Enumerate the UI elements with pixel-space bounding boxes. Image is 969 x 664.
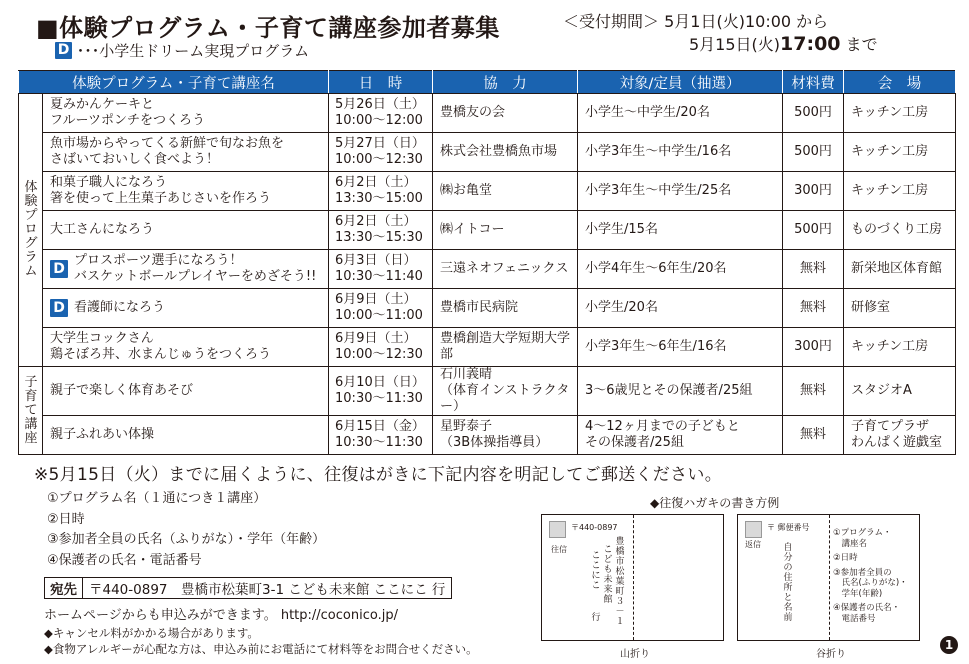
program-date: 6月2日（土） xyxy=(335,214,417,229)
program-date: 5月26日（土） xyxy=(335,97,425,112)
program-fee: 無料 xyxy=(783,367,844,416)
program-target xyxy=(578,367,783,416)
program-date: 6月10日（日） xyxy=(335,375,425,390)
program-partner xyxy=(433,211,578,250)
program-fee: 300円 xyxy=(783,328,844,367)
program-partner xyxy=(433,328,578,367)
table-row xyxy=(19,416,956,455)
postcard-zip: 〒440-0897 xyxy=(571,523,618,532)
program-name-line: 大学生コックさん xyxy=(50,331,154,346)
reply-note-line: ①プログラム・ xyxy=(833,528,892,538)
program-fee: 500円 xyxy=(783,133,844,172)
address-text: 〒440-0897 豊橋市松葉町3-1 こども未来館 ここにこ 行 xyxy=(89,582,446,598)
period-from: 5月1日(火)10:00 から xyxy=(664,12,829,31)
program-target xyxy=(578,289,783,328)
postcard-zip: 〒 郵便番号 xyxy=(767,523,810,532)
col-header-venue: 会 場 xyxy=(844,71,956,94)
reply-note-line: 氏名(ふりがな)・ xyxy=(833,578,908,588)
program-time: 13:30～15:30 xyxy=(335,230,423,245)
program-fee: 500円 xyxy=(783,94,844,133)
reply-note-line: 電話番号 xyxy=(833,613,876,624)
dream-legend xyxy=(55,40,309,61)
col-header-name: 体験プログラム・子育て講座名 xyxy=(19,71,329,94)
col-header-datetime: 日 時 xyxy=(329,71,433,94)
required-item: ①プログラム名（１通につき１講座） xyxy=(47,491,267,506)
fold-line xyxy=(633,515,634,640)
program-venue xyxy=(844,289,956,328)
program-name xyxy=(43,328,329,367)
stamp-placeholder xyxy=(549,521,566,538)
program-date: 6月9日（土） xyxy=(335,331,417,346)
postcard-side-label: 往信 xyxy=(551,545,567,554)
partner-line: 豊橋市民病院 xyxy=(440,300,519,315)
col-header-partner: 協 力 xyxy=(433,71,578,94)
program-time: 10:30～11:30 xyxy=(335,435,423,450)
target-line: その保護者/25組 xyxy=(585,435,684,450)
partner-line: （3B体操指導員） xyxy=(440,435,549,450)
target-line: 3～6歳児とその保護者/25組 xyxy=(585,383,753,398)
partner-line: 株式会社豊橋魚市場 xyxy=(440,144,558,159)
target-line: 小学生/15名 xyxy=(585,222,658,237)
target-line: 4～12ヶ月までの子どもと xyxy=(585,419,740,434)
venue-line: わんぱく遊戯室 xyxy=(851,435,943,450)
program-fee: 無料 xyxy=(783,250,844,289)
program-partner xyxy=(433,133,578,172)
program-datetime xyxy=(329,328,433,367)
program-name xyxy=(43,94,329,133)
program-fee: 300円 xyxy=(783,172,844,211)
postcard-address-line: 豊橋市松葉町３－１ xyxy=(615,537,625,627)
venue-line: スタジオA xyxy=(851,383,912,398)
program-name-line: 親子ふれあい体操 xyxy=(50,427,155,442)
venue-line: キッチン工房 xyxy=(851,105,929,120)
venue-line: 新栄地区体育館 xyxy=(851,261,943,276)
period-to-suffix: まで xyxy=(845,35,878,54)
program-time: 10:00～11:00 xyxy=(335,308,423,323)
program-time: 10:00～12:30 xyxy=(335,152,423,167)
program-name xyxy=(43,367,329,416)
program-datetime xyxy=(329,172,433,211)
table-row xyxy=(19,133,956,172)
program-name-line: 魚市場からやってくる新鮮で旬なお魚を xyxy=(50,136,285,151)
target-line: 小学生～中学生/20名 xyxy=(585,105,710,120)
table-row xyxy=(19,328,956,367)
program-name-line: 看護師になろう xyxy=(74,300,166,315)
postcard-self-address: 自分の住所と名前 xyxy=(783,543,793,623)
program-name xyxy=(43,416,329,455)
program-name xyxy=(43,172,329,211)
program-target xyxy=(578,94,783,133)
dream-program-badge-icon: D xyxy=(55,42,72,59)
col-header-target: 対象/定員（抽選） xyxy=(578,71,783,94)
required-item: ②日時 xyxy=(47,511,85,527)
venue-line: キッチン工房 xyxy=(851,144,929,159)
program-date: 6月3日（日） xyxy=(335,253,417,268)
partner-line: 三遠ネオフェニックス xyxy=(440,261,569,276)
fold-label-valley: 谷折り xyxy=(816,649,846,660)
program-time: 13:30～15:00 xyxy=(335,191,423,206)
target-line: 小学4年生～6年生/20名 xyxy=(585,261,727,276)
program-fee: 500円 xyxy=(783,211,844,250)
program-name xyxy=(43,250,329,289)
homepage-info: ホームページからも申込みができます。 http://coconico.jp/ xyxy=(44,608,398,623)
program-target xyxy=(578,328,783,367)
table-header-row xyxy=(19,71,956,94)
partner-line: ㈱お亀堂 xyxy=(440,183,493,198)
page-number: 1 xyxy=(940,636,958,654)
program-name xyxy=(43,289,329,328)
program-partner xyxy=(433,289,578,328)
program-datetime xyxy=(329,416,433,455)
target-line: 小学3年生～中学生/16名 xyxy=(585,144,732,159)
program-date: 5月27日（日） xyxy=(335,136,425,151)
program-name-line: 大工さんになろう xyxy=(50,222,155,237)
mailing-address xyxy=(44,577,452,599)
program-venue xyxy=(844,328,956,367)
partner-line: 豊橋友の会 xyxy=(440,105,506,120)
required-item: ④保護者の氏名・電話番号 xyxy=(47,552,202,568)
reply-note-line: ③参加者全員の xyxy=(833,567,892,578)
program-datetime xyxy=(329,211,433,250)
program-name xyxy=(43,211,329,250)
page-title: ■体験プログラム・子育て講座参加者募集 xyxy=(36,14,500,42)
program-venue xyxy=(844,250,956,289)
table-row xyxy=(19,94,956,133)
venue-line: キッチン工房 xyxy=(851,183,929,198)
program-name-line: 鶏そぼろ丼、水まんじゅうをつくろう xyxy=(50,347,272,362)
application-period xyxy=(563,10,878,56)
program-venue xyxy=(844,172,956,211)
program-fee: 無料 xyxy=(783,416,844,455)
venue-line: ものづくり工房 xyxy=(851,222,943,237)
application-notice: ※5月15日（火）までに届くように、往復はがきに下記内容を明記してご郵送ください。 xyxy=(34,465,722,485)
partner-line: ㈱イトコー xyxy=(440,222,505,237)
program-venue xyxy=(844,94,956,133)
stamp-placeholder xyxy=(745,521,762,538)
postcard-to: 行 xyxy=(591,613,601,623)
notes xyxy=(44,625,478,657)
target-line: 小学3年生～中学生/25名 xyxy=(585,183,732,198)
postcard-example-title: ◆往復ハガキの書き方例 xyxy=(650,496,780,510)
address-label: 宛先 xyxy=(45,578,83,598)
postcard-reply-notes xyxy=(833,528,908,624)
note-item: ◆キャンセル料がかかる場合があります。 xyxy=(44,626,259,640)
partner-line: 星野泰子 xyxy=(440,419,493,434)
period-to-time: 17:00 xyxy=(780,33,841,55)
program-venue xyxy=(844,367,956,416)
table-row xyxy=(19,250,956,289)
fold-label-mountain: 山折り xyxy=(620,649,650,660)
dream-legend-text: ･･･小学生ドリーム実現プログラム xyxy=(76,42,310,60)
reply-note-line: 学年(年齢) xyxy=(833,588,883,599)
dream-program-badge-icon: D xyxy=(50,299,68,317)
fold-line xyxy=(829,515,830,640)
partner-line: （体育インストラクター） xyxy=(440,383,570,414)
partner-line: 石川義晴 xyxy=(440,367,493,382)
venue-line: キッチン工房 xyxy=(851,339,929,354)
program-datetime xyxy=(329,367,433,416)
program-date: 6月9日（土） xyxy=(335,292,417,307)
group-label-text: 子育て講座 xyxy=(24,374,38,446)
program-table xyxy=(18,70,956,455)
program-name-line: 夏みかんケーキと xyxy=(50,97,155,112)
program-partner xyxy=(433,250,578,289)
program-target xyxy=(578,172,783,211)
program-name-line: 親子で楽しく体育あそび xyxy=(50,383,194,398)
program-name-line: 和菓子職人になろう xyxy=(50,175,168,190)
program-venue xyxy=(844,133,956,172)
program-partner xyxy=(433,94,578,133)
dream-program-badge-icon: D xyxy=(50,260,68,278)
program-partner xyxy=(433,172,578,211)
postcard-reply xyxy=(737,514,920,641)
program-time: 10:00～12:30 xyxy=(335,347,423,362)
program-name-line: 箸を使って上生菓子あじさいを作ろう xyxy=(50,191,272,206)
note-item: ◆食物アレルギーが心配な方は、申込み前にお電話にて材料等をお問合せください。 xyxy=(44,642,478,656)
venue-line: 研修室 xyxy=(851,300,891,315)
table-row xyxy=(19,172,956,211)
postcard-address-line: こども未来館 xyxy=(603,545,613,605)
program-fee: 無料 xyxy=(783,289,844,328)
target-line: 小学3年生～6年生/16名 xyxy=(585,339,727,354)
required-items-list xyxy=(47,489,325,571)
partner-line: 豊橋創造大学短期大学部 xyxy=(440,331,571,362)
program-time: 10:30～11:40 xyxy=(335,269,423,284)
table-row xyxy=(19,367,956,416)
program-target xyxy=(578,211,783,250)
program-datetime xyxy=(329,94,433,133)
program-datetime xyxy=(329,289,433,328)
col-header-fee: 材料費 xyxy=(783,71,844,94)
program-venue xyxy=(844,416,956,455)
postcard-side-label: 返信 xyxy=(745,540,761,549)
postcard-address-line: ここにこ xyxy=(591,551,601,591)
group-label-text: 体験プログラム xyxy=(24,180,38,279)
program-time: 10:30～11:30 xyxy=(335,391,423,406)
program-name-line: バスケットボールプレイヤーをめざそう!! xyxy=(74,269,317,284)
program-date: 6月2日（土） xyxy=(335,175,417,190)
reply-note-line: 講座名 xyxy=(833,538,868,549)
program-partner xyxy=(433,367,578,416)
postcard-outgoing xyxy=(541,514,724,641)
venue-line: 子育てプラザ xyxy=(851,419,930,434)
group-label-kosodate xyxy=(19,367,43,455)
program-time: 10:00～12:00 xyxy=(335,113,423,128)
reply-note-line: ④保護者の氏名・ xyxy=(833,603,901,613)
table-row xyxy=(19,211,956,250)
required-item: ③参加者全員の氏名（ふりがな）・学年（年齢） xyxy=(47,532,326,547)
program-name-line: フルーツポンチをつくろう xyxy=(50,113,205,128)
target-line: 小学生/20名 xyxy=(585,300,658,315)
program-name xyxy=(43,133,329,172)
reply-note-line: ②日時 xyxy=(833,553,858,563)
program-partner xyxy=(433,416,578,455)
program-name-line: プロスポーツ選手になろう！ xyxy=(74,253,243,268)
table-row xyxy=(19,289,956,328)
program-datetime xyxy=(329,250,433,289)
group-label-taiken xyxy=(19,94,43,367)
program-name-line: さばいておいしく食べよう！ xyxy=(50,152,220,167)
program-venue xyxy=(844,211,956,250)
program-target xyxy=(578,133,783,172)
program-target xyxy=(578,416,783,455)
period-label: ＜受付期間＞ xyxy=(563,12,660,31)
program-datetime xyxy=(329,133,433,172)
program-target xyxy=(578,250,783,289)
program-date: 6月15日（金） xyxy=(335,419,425,434)
period-to-date: 5月15日(火) xyxy=(689,35,781,54)
